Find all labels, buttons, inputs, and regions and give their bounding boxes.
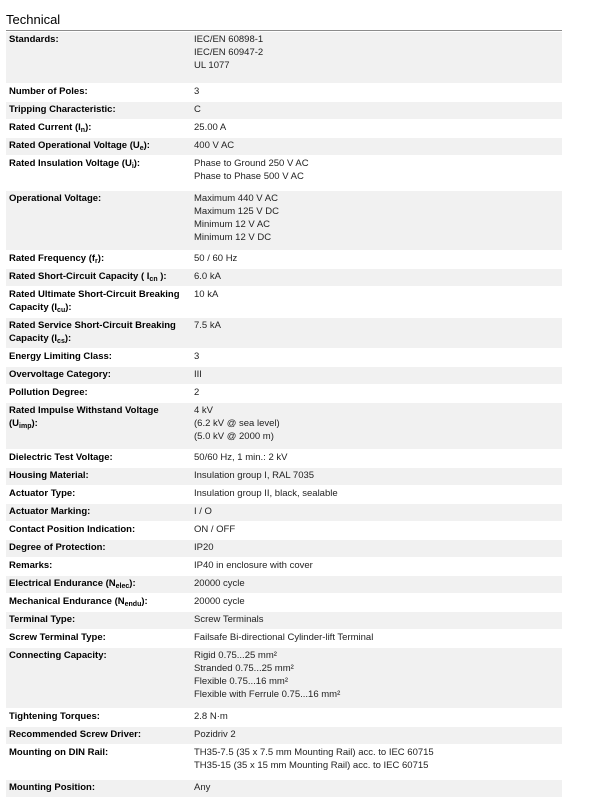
spec-label-text: Screw Terminal Type: bbox=[9, 632, 106, 643]
spec-row bbox=[6, 727, 562, 745]
spec-label bbox=[6, 349, 191, 367]
spec-value bbox=[191, 709, 562, 727]
spec-table-body bbox=[6, 32, 562, 798]
spec-label-text: Electrical Endurance (N bbox=[9, 578, 116, 589]
spec-label bbox=[6, 576, 191, 594]
spec-label-subscript: imp bbox=[19, 423, 32, 430]
spec-label-text: Rated Current (I bbox=[9, 122, 81, 133]
spec-value bbox=[191, 191, 562, 251]
spec-label-subscript: endu bbox=[124, 601, 142, 608]
spec-value-line: 20000 cycle bbox=[194, 596, 245, 607]
spec-label-subscript: r bbox=[95, 258, 98, 265]
section-title: Technical bbox=[6, 12, 61, 27]
spec-value bbox=[191, 120, 562, 138]
spec-value bbox=[191, 269, 562, 287]
spec-label bbox=[6, 745, 191, 780]
spec-row bbox=[6, 32, 562, 84]
spec-value-line: 50 / 60 Hz bbox=[194, 253, 238, 264]
spec-label-subscript: i bbox=[131, 163, 134, 170]
spec-value-line: 400 V AC bbox=[194, 140, 235, 151]
spec-value-line: Minimum 12 V AC bbox=[194, 219, 271, 230]
spec-label bbox=[6, 630, 191, 648]
spec-label-text: Dielectric Test Voltage: bbox=[9, 452, 113, 463]
spec-label bbox=[6, 504, 191, 522]
spec-value bbox=[191, 576, 562, 594]
spec-value bbox=[191, 504, 562, 522]
spec-label-text: Actuator Marking: bbox=[9, 506, 91, 517]
spec-label-text: Overvoltage Category: bbox=[9, 369, 111, 380]
spec-value-line: Minimum 12 V DC bbox=[194, 232, 272, 243]
spec-label-text: Rated Insulation Voltage (U bbox=[9, 158, 132, 169]
spec-label-text: Operational Voltage: bbox=[9, 193, 102, 204]
spec-label-end: ): bbox=[157, 271, 167, 282]
spec-label bbox=[6, 156, 191, 191]
spec-label-text: Tripping Characteristic: bbox=[9, 104, 116, 115]
spec-label-subscript: n bbox=[80, 127, 86, 134]
spec-value-line: IP20 bbox=[194, 542, 214, 553]
spec-row bbox=[6, 468, 562, 486]
spec-value-line: 3 bbox=[194, 86, 200, 97]
spec-label-text: Number of Poles: bbox=[9, 86, 88, 97]
spec-label bbox=[6, 138, 191, 156]
spec-value-line: Insulation group I, RAL 7035 bbox=[194, 470, 315, 481]
spec-row bbox=[6, 522, 562, 540]
spec-row bbox=[6, 576, 562, 594]
spec-label bbox=[6, 594, 191, 612]
spec-value-line: UL 1077 bbox=[194, 60, 230, 71]
spec-label-text: Contact Position Indication: bbox=[9, 524, 136, 535]
spec-label bbox=[6, 84, 191, 102]
spec-label bbox=[6, 522, 191, 540]
spec-value-line: Rigid 0.75...25 mm² bbox=[194, 650, 277, 661]
spec-row bbox=[6, 540, 562, 558]
spec-label-text: Rated Service Short-Circuit Breaking Capacity (I bbox=[9, 320, 176, 344]
spec-value-line: I / O bbox=[194, 506, 212, 517]
spec-value bbox=[191, 648, 562, 709]
spec-label bbox=[6, 486, 191, 504]
spec-label-end: ): bbox=[143, 140, 150, 151]
spec-label-end: ): bbox=[129, 578, 136, 589]
spec-row bbox=[6, 648, 562, 709]
spec-row bbox=[6, 84, 562, 102]
spec-value bbox=[191, 612, 562, 630]
spec-label-text: Rated Impulse Withstand Voltage (U bbox=[9, 405, 159, 429]
spec-label bbox=[6, 540, 191, 558]
spec-label bbox=[6, 251, 191, 269]
spec-label-subscript: cn bbox=[149, 276, 158, 283]
title-divider bbox=[6, 30, 562, 31]
spec-value bbox=[191, 780, 562, 798]
spec-value-line: Stranded 0.75...25 mm² bbox=[194, 663, 294, 674]
spec-value bbox=[191, 156, 562, 191]
spec-value bbox=[191, 522, 562, 540]
spec-value bbox=[191, 349, 562, 367]
spec-label bbox=[6, 367, 191, 385]
spec-value-line: Flexible with Ferrule 0.75...16 mm² bbox=[194, 689, 341, 700]
spec-value-line: 7.5 kA bbox=[194, 320, 221, 331]
spec-label-text: Rated Operational Voltage (U bbox=[9, 140, 140, 151]
spec-row bbox=[6, 450, 562, 468]
spec-label-text: Mounting on DIN Rail: bbox=[9, 747, 109, 758]
spec-value-line: Failsafe Bi-directional Cylinder-lift Terminal bbox=[194, 632, 374, 643]
spec-value-line: Screw Terminals bbox=[194, 614, 264, 625]
spec-row bbox=[6, 349, 562, 367]
spec-value-line: 20000 cycle bbox=[194, 578, 245, 589]
spec-row bbox=[6, 403, 562, 450]
spec-label bbox=[6, 102, 191, 120]
spec-value bbox=[191, 727, 562, 745]
spec-value-line: Insulation group II, black, sealable bbox=[194, 488, 338, 499]
spec-label-end: ): bbox=[85, 122, 92, 133]
spec-label-text: Remarks: bbox=[9, 560, 53, 571]
spec-row bbox=[6, 367, 562, 385]
spec-label-end: ): bbox=[141, 596, 148, 607]
spec-label bbox=[6, 450, 191, 468]
spec-value-line: Pozidriv 2 bbox=[194, 729, 236, 740]
spec-row bbox=[6, 780, 562, 798]
spec-value bbox=[191, 540, 562, 558]
spec-row bbox=[6, 269, 562, 287]
spec-label-text: Rated Frequency (f bbox=[9, 253, 96, 264]
spec-label-text: Energy Limiting Class: bbox=[9, 351, 112, 362]
spec-value-line: Phase to Phase 500 V AC bbox=[194, 171, 304, 182]
spec-label bbox=[6, 780, 191, 798]
spec-value-line: IP40 in enclosure with cover bbox=[194, 560, 313, 571]
spec-label-end: ): bbox=[65, 302, 72, 313]
spec-label-text: Degree of Protection: bbox=[9, 542, 106, 553]
spec-label bbox=[6, 648, 191, 709]
technical-section bbox=[6, 12, 562, 798]
spec-value-line: 2.8 N·m bbox=[194, 711, 228, 722]
spec-value-line: (6.2 kV @ sea level) bbox=[194, 418, 280, 429]
spec-value bbox=[191, 630, 562, 648]
spec-row bbox=[6, 594, 562, 612]
spec-label-subscript: e bbox=[139, 145, 144, 152]
spec-row bbox=[6, 504, 562, 522]
spec-value-line: C bbox=[194, 104, 201, 115]
spec-value bbox=[191, 318, 562, 349]
spec-label bbox=[6, 32, 191, 84]
spec-row bbox=[6, 318, 562, 349]
spec-row bbox=[6, 102, 562, 120]
spec-value-line: TH35-7.5 (35 x 7.5 mm Mounting Rail) acc. to IEC 60715 bbox=[194, 747, 434, 758]
spec-row bbox=[6, 120, 562, 138]
spec-label bbox=[6, 468, 191, 486]
spec-value bbox=[191, 287, 562, 318]
spec-label bbox=[6, 403, 191, 450]
spec-value-line: 50/60 Hz, 1 min.: 2 kV bbox=[194, 452, 288, 463]
spec-value bbox=[191, 594, 562, 612]
spec-label bbox=[6, 727, 191, 745]
spec-label bbox=[6, 385, 191, 403]
spec-label-text: Tightening Torques: bbox=[9, 711, 100, 722]
spec-label-text: Rated Ultimate Short-Circuit Breaking Capacity (I bbox=[9, 289, 180, 313]
spec-row bbox=[6, 138, 562, 156]
spec-row bbox=[6, 612, 562, 630]
spec-label-text: Mechanical Endurance (N bbox=[9, 596, 125, 607]
spec-label bbox=[6, 120, 191, 138]
spec-label bbox=[6, 287, 191, 318]
spec-label-text: Actuator Type: bbox=[9, 488, 76, 499]
spec-value-line: ON / OFF bbox=[194, 524, 236, 535]
spec-label-text: Terminal Type: bbox=[9, 614, 76, 625]
spec-value-line: 25.00 A bbox=[194, 122, 227, 133]
spec-row bbox=[6, 486, 562, 504]
spec-row bbox=[6, 385, 562, 403]
spec-value-line: 2 bbox=[194, 387, 200, 398]
spec-value-line: 10 kA bbox=[194, 289, 219, 300]
spec-label-text: Mounting Position: bbox=[9, 782, 96, 793]
spec-value-line: TH35-15 (35 x 15 mm Mounting Rail) acc. to IEC 60715 bbox=[194, 760, 429, 771]
spec-label-end: ): bbox=[97, 253, 105, 264]
spec-value-line: 3 bbox=[194, 351, 200, 362]
spec-label-end: ): bbox=[31, 418, 38, 429]
spec-label-text: Standards: bbox=[9, 34, 59, 45]
spec-label-subscript: cs bbox=[57, 338, 65, 345]
spec-value bbox=[191, 486, 562, 504]
spec-row bbox=[6, 156, 562, 191]
spec-value-line: Maximum 440 V AC bbox=[194, 193, 278, 204]
spec-value-line: Any bbox=[194, 782, 211, 793]
spec-label-text: Recommended Screw Driver: bbox=[9, 729, 141, 740]
spec-label-subscript: cu bbox=[57, 307, 66, 314]
spec-row bbox=[6, 558, 562, 576]
spec-label-text: Pollution Degree: bbox=[9, 387, 88, 398]
spec-value bbox=[191, 745, 562, 780]
spec-row bbox=[6, 709, 562, 727]
spec-table bbox=[6, 32, 562, 798]
spec-value bbox=[191, 251, 562, 269]
spec-label-text: Housing Material: bbox=[9, 470, 89, 481]
spec-row bbox=[6, 191, 562, 251]
spec-value bbox=[191, 403, 562, 450]
spec-label bbox=[6, 612, 191, 630]
spec-value-line: IEC/EN 60898-1 bbox=[194, 34, 264, 45]
spec-value bbox=[191, 138, 562, 156]
spec-row bbox=[6, 287, 562, 318]
spec-value bbox=[191, 450, 562, 468]
spec-value bbox=[191, 84, 562, 102]
spec-row bbox=[6, 630, 562, 648]
spec-value bbox=[191, 558, 562, 576]
spec-label bbox=[6, 191, 191, 251]
spec-label bbox=[6, 558, 191, 576]
spec-row bbox=[6, 251, 562, 269]
spec-value-line: Phase to Ground 250 V AC bbox=[194, 158, 309, 169]
spec-value-line: 6.0 kA bbox=[194, 271, 221, 282]
spec-value-line: 4 kV bbox=[194, 405, 214, 416]
spec-label bbox=[6, 269, 191, 287]
spec-value bbox=[191, 385, 562, 403]
spec-label-end: ): bbox=[64, 333, 72, 344]
spec-value-line: Maximum 125 V DC bbox=[194, 206, 279, 217]
spec-label-end: ): bbox=[133, 158, 141, 169]
spec-label-text: Connecting Capacity: bbox=[9, 650, 107, 661]
spec-label-subscript: elec bbox=[115, 583, 130, 590]
spec-value-line: III bbox=[194, 369, 202, 380]
spec-label-text: Rated Short-Circuit Capacity ( I bbox=[9, 271, 150, 282]
spec-value bbox=[191, 468, 562, 486]
spec-value-line: IEC/EN 60947-2 bbox=[194, 47, 264, 58]
spec-value-line: (5.0 kV @ 2000 m) bbox=[194, 431, 274, 442]
spec-value-line: Flexible 0.75...16 mm² bbox=[194, 676, 288, 687]
spec-value bbox=[191, 102, 562, 120]
spec-value bbox=[191, 367, 562, 385]
spec-row bbox=[6, 745, 562, 780]
spec-value bbox=[191, 32, 562, 84]
spec-label bbox=[6, 709, 191, 727]
spec-label bbox=[6, 318, 191, 349]
